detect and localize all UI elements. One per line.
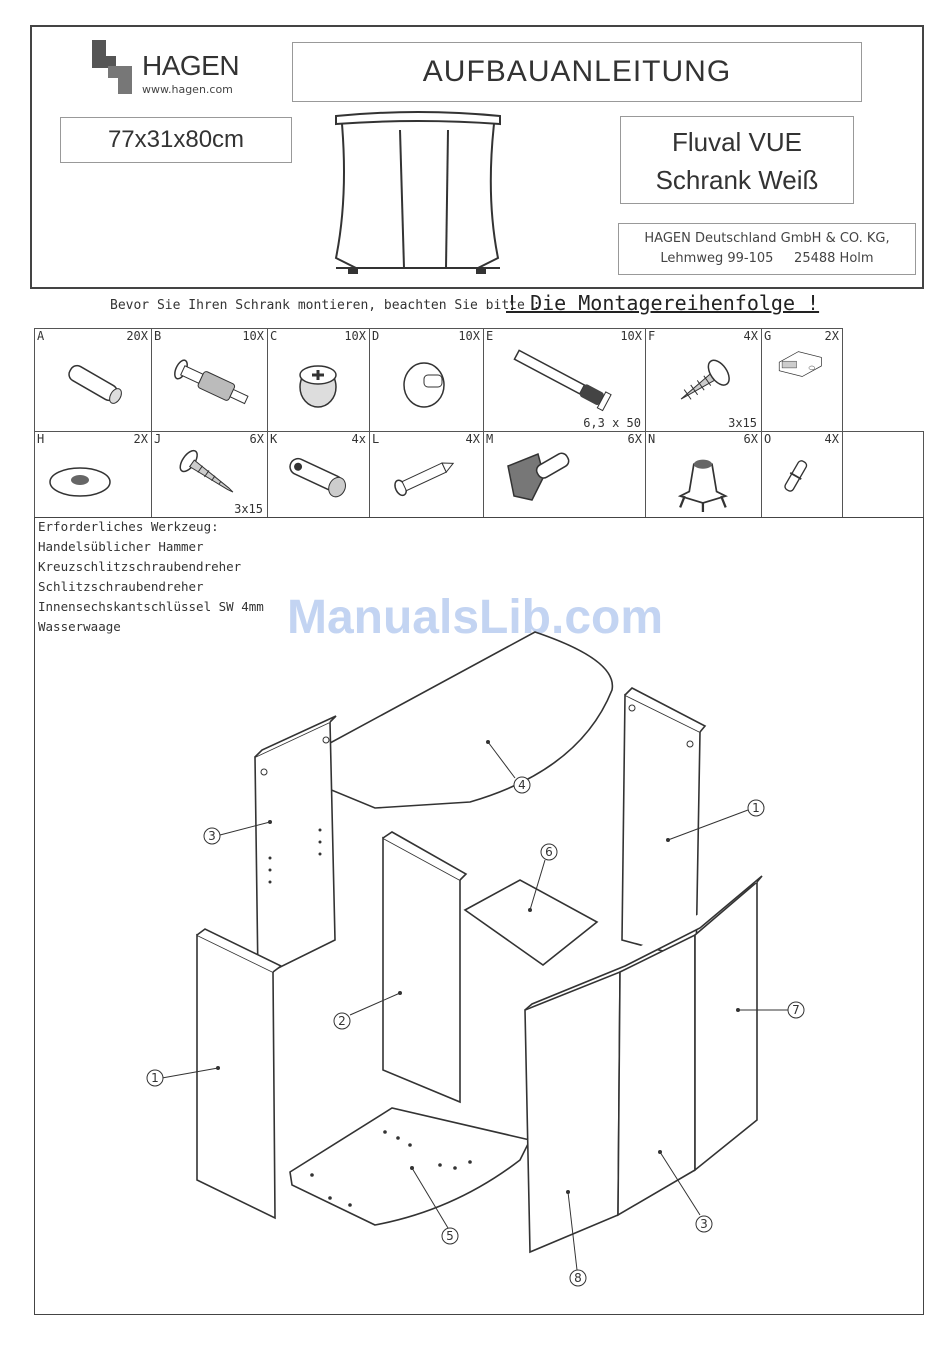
part-count: 2X — [133, 431, 148, 446]
part-cell — [484, 431, 646, 517]
part-cell — [35, 431, 152, 517]
assembly-order-emphasis: ! Die Montagereihenfolge ! — [506, 291, 820, 315]
company-line2: Lehmweg 99-105 25488 Holm — [660, 251, 874, 266]
product-name-line1: Fluval VUE — [671, 127, 803, 157]
callout-5: 5 — [446, 1229, 454, 1243]
part-count: 2X — [824, 329, 839, 343]
part-count: 10X — [242, 329, 264, 343]
part-cell — [370, 431, 484, 517]
panel-side-1-left — [197, 935, 275, 1218]
part-label: N — [648, 431, 656, 446]
part-cell — [35, 329, 152, 432]
flange-screw-icon — [646, 343, 761, 417]
part-cell — [152, 431, 268, 517]
part-label: D — [372, 329, 380, 343]
part-size: 3x15 — [234, 502, 263, 516]
document-title: AUFBAUANLEITUNG — [292, 42, 862, 102]
hinge-icon — [484, 446, 645, 504]
part-count: 10X — [458, 329, 480, 343]
part-label: A — [37, 329, 45, 343]
callout-2: 2 — [338, 1014, 346, 1028]
part-count: 4X — [465, 431, 480, 446]
part-label: C — [270, 329, 278, 343]
part-count: 6X — [249, 431, 264, 446]
part-cell — [762, 329, 843, 432]
part-count: 4x — [351, 431, 366, 446]
tee-nut-icon — [646, 446, 761, 512]
cam-lock-icon — [268, 343, 369, 417]
part-label: O — [764, 431, 772, 446]
cabinet-dimensions: 77x31x80cm — [60, 117, 292, 163]
brand-name: HAGEN — [142, 50, 240, 81]
tool-item: Handelsüblicher Hammer — [38, 539, 204, 554]
part-count: 10X — [620, 329, 642, 343]
long-screw-icon — [484, 343, 645, 417]
part-count: 6X — [627, 431, 642, 446]
watermark: ManualsLib.com — [286, 591, 664, 644]
part-label: H — [37, 431, 45, 446]
tool-item: Innensechskantschlüssel SW 4mm — [38, 599, 264, 614]
cabinet-illustration — [328, 108, 508, 278]
tool-item: Schlitzschraubendreher — [38, 579, 204, 594]
part-cell — [268, 329, 370, 432]
part-count: 20X — [126, 329, 148, 343]
hagen-logo-mark-icon — [86, 38, 146, 96]
parts-table — [34, 328, 924, 518]
magnetic-catch-icon — [762, 343, 842, 378]
company-line1: HAGEN Deutschland GmbH & CO. KG, — [644, 231, 890, 246]
product-name-box — [620, 116, 854, 204]
part-label: F — [648, 329, 656, 343]
part-label: E — [486, 329, 494, 343]
callout-1: 1 — [752, 801, 760, 815]
shelf-pin-icon — [762, 446, 842, 499]
callout-8: 8 — [574, 1271, 582, 1285]
assembly-notice: Bevor Sie Ihren Schrank montieren, beachten Sie bitte : — [110, 298, 541, 313]
part-count: 4X — [743, 329, 758, 343]
callout-3-door: 3 — [700, 1217, 708, 1231]
wooden-dowel-icon — [35, 343, 151, 417]
part-label: G — [764, 329, 772, 343]
callout-1-left: 1 — [151, 1071, 159, 1085]
callout-4: 4 — [518, 778, 526, 792]
callout-3: 3 — [208, 829, 216, 843]
shelf-6 — [465, 880, 597, 965]
tool-item: Kreuzschlitzschraubendreher — [38, 559, 242, 574]
tool-item: Wasserwaage — [38, 619, 121, 634]
part-size: 6,3 x 50 — [583, 415, 641, 430]
cam-bolt-icon — [152, 343, 267, 417]
part-size: 3x15 — [728, 415, 757, 430]
part-count: 6X — [743, 431, 758, 446]
part-cell — [762, 431, 843, 517]
part-cell — [370, 329, 484, 432]
panel-side-3 — [255, 722, 335, 978]
wall-plug-icon — [370, 446, 483, 504]
part-count: 4X — [824, 431, 839, 446]
cover-cap-icon — [370, 343, 483, 417]
hinge-plate-icon — [268, 446, 369, 504]
tools-heading: Erforderliches Werkzeug: — [38, 519, 219, 534]
door-8 — [525, 972, 620, 1252]
panel-bottom-5 — [290, 1108, 530, 1225]
company-address — [618, 223, 916, 275]
panel-middle-2 — [383, 838, 460, 1102]
panel-top-4 — [295, 632, 612, 808]
part-count: 10X — [344, 329, 366, 343]
part-label: L — [372, 431, 380, 446]
exploded-assembly-diagram — [120, 620, 820, 1300]
hagen-logo — [86, 38, 256, 100]
part-label: K — [270, 431, 278, 446]
part-label: B — [154, 329, 162, 343]
part-cell — [268, 431, 370, 517]
part-cell — [152, 329, 268, 432]
door-3 — [618, 935, 695, 1215]
washer-icon — [35, 446, 151, 504]
part-cell — [484, 329, 646, 432]
brand-url: www.hagen.com — [142, 83, 233, 96]
part-label: M — [486, 431, 494, 446]
part-label: J — [154, 431, 162, 446]
part-cell — [646, 431, 762, 517]
part-cell — [646, 329, 762, 432]
part-cell-empty — [843, 431, 924, 517]
wood-screw-icon — [152, 446, 267, 504]
callout-7: 7 — [792, 1003, 800, 1017]
product-name-line2: Schrank Weiß — [655, 165, 819, 195]
callout-6: 6 — [545, 845, 553, 859]
